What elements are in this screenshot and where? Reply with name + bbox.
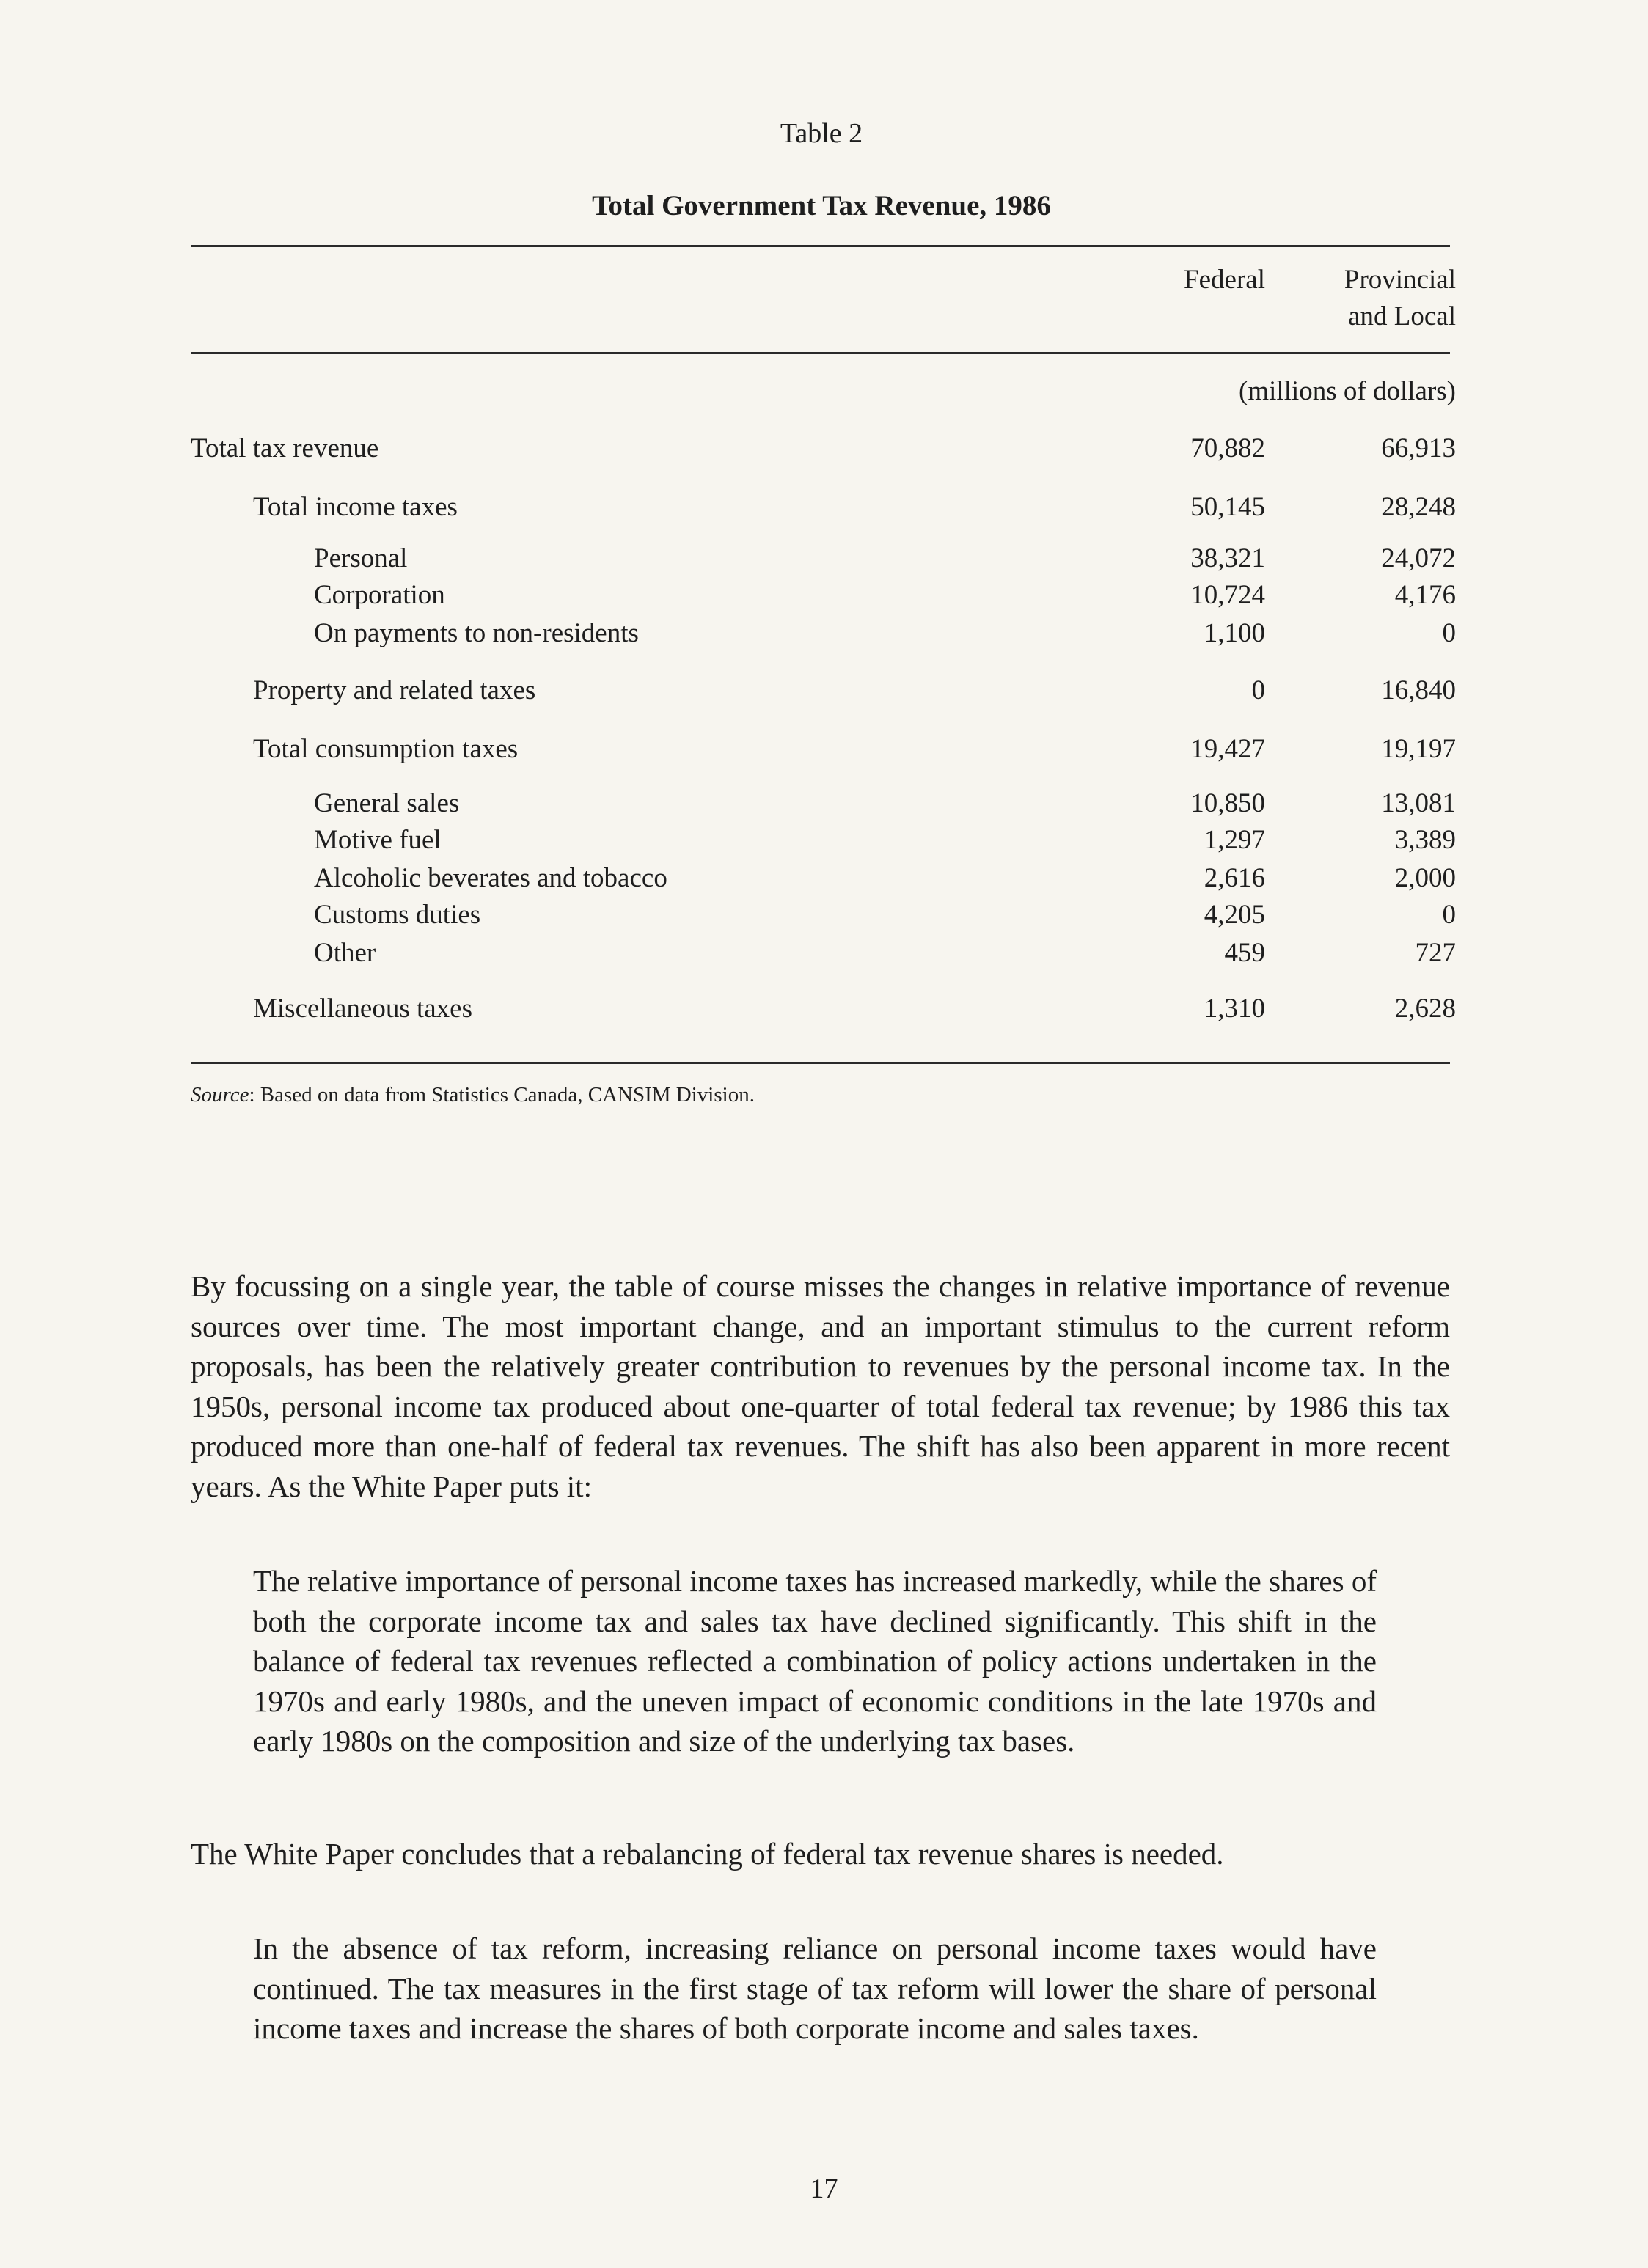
block-quote-1: The relative importance of personal income taxes has increased markedly, while the shares of both the corporate income tax and sales tax have declined significantly. This shift in the balance of federal tax revenues reflected a combination of policy actions undertaken in the 1970s and early 1980s, and the uneven impact of economic conditions in the late 1970s and early 1980s on the composition and size of the underlying tax bases.: [253, 1564, 1377, 1758]
table-bottom-rule: [191, 1062, 1450, 1064]
column-header-provincial-line2: and Local: [1348, 301, 1456, 331]
row-label: Total income taxes: [253, 492, 458, 522]
federal-value: 1,297: [1204, 825, 1265, 855]
table-top-rule: [191, 245, 1450, 247]
row-label: Other: [314, 938, 376, 968]
provincial-value: 727: [1415, 938, 1456, 968]
source-label: Source: [191, 1083, 249, 1107]
table-source-note: [191, 1083, 755, 1107]
federal-value: 38,321: [1190, 543, 1265, 573]
federal-value: 10,850: [1190, 788, 1265, 818]
table-row: [0, 675, 1648, 711]
row-label: Total consumption taxes: [253, 734, 519, 764]
table-row: [0, 543, 1648, 579]
federal-value: 1,100: [1204, 618, 1265, 648]
row-label: General sales: [314, 788, 460, 818]
table-row: [0, 862, 1648, 899]
provincial-value: 0: [1442, 618, 1456, 648]
block-quote-2: In the absence of tax reform, increasing reliance on personal income taxes would have continued. The tax measures in the first stage of tax reform will lower the share of personal income taxes and increase the shares of both corporate income and sales taxes.: [253, 1931, 1377, 2045]
provincial-value: 66,913: [1381, 433, 1456, 463]
table-row: [0, 899, 1648, 936]
federal-value: 70,882: [1190, 433, 1265, 463]
row-label: Customs duties: [314, 900, 481, 930]
provincial-value: 4,176: [1394, 580, 1456, 610]
table-row: [0, 937, 1648, 974]
table-row: [0, 617, 1648, 654]
provincial-value: 28,248: [1381, 492, 1456, 522]
federal-value: 0: [1251, 675, 1265, 705]
federal-value: 459: [1224, 938, 1265, 968]
table-caption: Table 2: [780, 118, 863, 149]
federal-value: 10,724: [1190, 580, 1265, 610]
row-label: Corporation: [314, 580, 445, 610]
column-header-provincial-line1: Provincial: [1344, 265, 1456, 295]
table-row: [0, 491, 1648, 528]
row-label: Personal: [314, 543, 408, 573]
federal-value: 2,616: [1204, 863, 1265, 893]
table-row: [0, 579, 1648, 616]
table-title: Total Government Tax Revenue, 1986: [592, 190, 1051, 221]
table-header-rule: [191, 352, 1450, 354]
table-row: [0, 433, 1648, 469]
row-label: Alcoholic beverates and tobacco: [314, 863, 667, 893]
table-row: [0, 824, 1648, 861]
body-paragraph-2: The White Paper concludes that a rebalancing of federal tax revenue shares is needed.: [191, 1837, 1224, 1871]
provincial-value: 0: [1442, 900, 1456, 930]
provincial-value: 2,000: [1394, 863, 1456, 893]
column-header-federal: Federal: [1184, 265, 1265, 295]
federal-value: 19,427: [1190, 734, 1265, 764]
body-paragraph-1: By focussing on a single year, the table of course misses the changes in relative importance of revenue sources over time. The most important change, and an important stimulus to the current reform proposals, has been the relatively greater contribution to revenues by the personal income tax. In the 1950s, personal income tax produced about one-quarter of total federal tax revenue; by 1986 this tax produced more than one-half of federal tax revenues. The shift has also been apparent in more recent years. As the White Paper puts it:: [191, 1269, 1450, 1503]
source-text: : Based on data from Statistics Canada, CANSIM Division.: [249, 1083, 755, 1107]
provincial-value: 16,840: [1381, 675, 1456, 705]
federal-value: 1,310: [1204, 994, 1265, 1024]
table-row: [0, 733, 1648, 770]
row-label: Property and related taxes: [253, 675, 536, 705]
row-label: On payments to non-residents: [314, 618, 639, 648]
provincial-value: 2,628: [1394, 994, 1456, 1024]
row-label: Miscellaneous taxes: [253, 994, 472, 1024]
table-row: [0, 993, 1648, 1030]
provincial-value: 3,389: [1394, 825, 1456, 855]
row-label: Total tax revenue: [191, 433, 379, 463]
provincial-value: 19,197: [1381, 734, 1456, 764]
provincial-value: 13,081: [1381, 788, 1456, 818]
federal-value: 4,205: [1204, 900, 1265, 930]
page-number: 17: [810, 2173, 838, 2204]
row-label: Motive fuel: [314, 825, 442, 855]
provincial-value: 24,072: [1381, 543, 1456, 573]
federal-value: 50,145: [1190, 492, 1265, 522]
table-row: [0, 788, 1648, 824]
column-header-provincial: [1344, 262, 1456, 335]
table-unit: (millions of dollars): [1239, 376, 1456, 406]
